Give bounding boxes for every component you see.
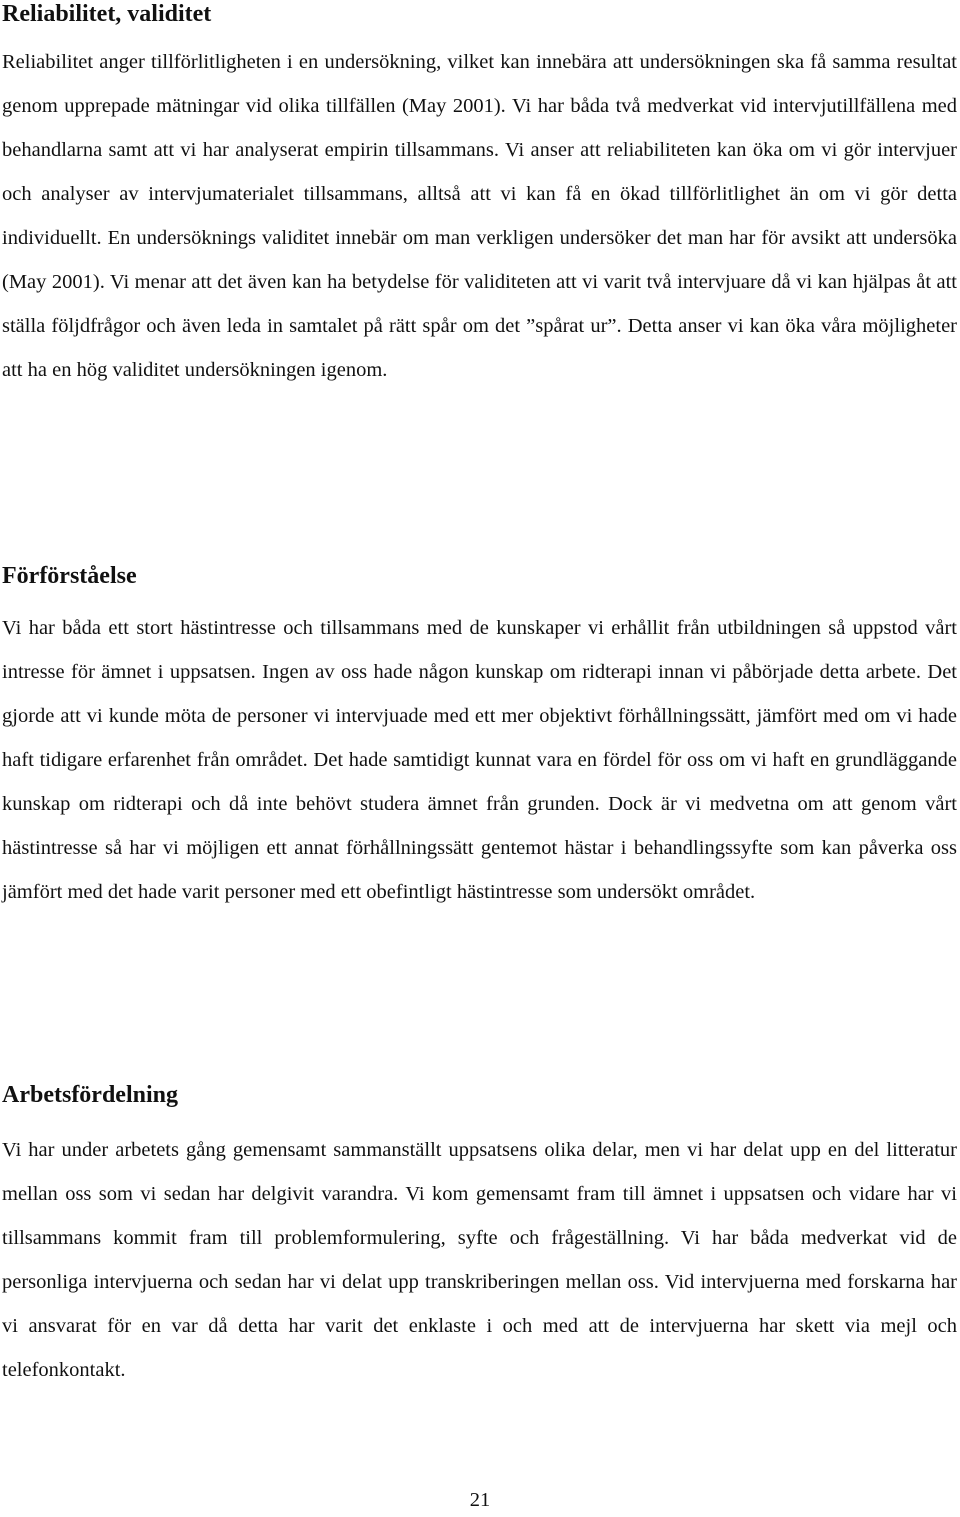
section-paragraph-reliabilitet-validitet: Reliabilitet anger tillförlitligheten i en undersökning, vilket kan innebära att undersökningen ska få samma resultat genom upprepade mätningar vid olika tillfällen (May 2001). Vi har båda två medverkat vid intervjutillfällena med behandlarna samt att vi har analyserat empirin tillsammans. Vi anser att reliabiliteten kan öka om vi gör intervjuer och analyser av intervjumaterialet tillsammans, alltså att vi kan få en ökad tillförlitlighet än om vi gör detta individuellt. En undersöknings validitet innebär om man verkligen undersöker det man har för avsikt att undersöka (May 2001). Vi menar att det även kan ha betydelse för validiteten att vi varit två intervjuare då vi kan hjälpas åt att ställa följdfrågor och även leda in samtalet på rätt spår om det ”spårat ur”. Detta anser vi kan öka våra möjligheter att ha en hög validitet undersökningen igenom. <box>2 51 957 381</box>
section-heading-arbetsfordelning: Arbetsfördelning <box>2 1082 178 1108</box>
section-heading-reliabilitet-validitet: Reliabilitet, validitet <box>2 1 212 27</box>
page-number: 21 <box>469 1489 491 1511</box>
section-paragraph-arbetsfordelning: Vi har under arbetets gång gemensamt sammanställt uppsatsens olika delar, men vi har delat upp en del litteratur mellan oss som vi sedan har delgivit varandra. Vi kom gemensamt fram till ämnet i uppsatsen och vidare har vi tillsammans kommit fram till problemformulering, syfte och frågeställning. Vi har båda medverkat vid de personliga intervjuerna och sedan har vi delat upp transkriberingen mellan oss. Vid intervjuerna med forskarna har vi ansvarat för en var då detta har varit det enklaste i och med att de intervjuerna har skett via mejl och telefonkontakt. <box>2 1139 957 1381</box>
section-paragraph-forforstaelse: Vi har båda ett stort hästintresse och tillsammans med de kunskaper vi erhållit från utbildningen så uppstod vårt intresse för ämnet i uppsatsen. Ingen av oss hade någon kunskap om ridterapi innan vi påbörjade detta arbete. Det gjorde att vi kunde möta de personer vi intervjuade med ett mer objektivt förhållningssätt, jämfört med om vi hade haft tidigare erfarenhet från området. Det hade samtidigt kunnat vara en fördel för oss om vi haft en grundläggande kunskap om ridterapi och då inte behövt studera ämnet från grunden. Dock är vi medvetna om att genom vårt hästintresse så har vi möjligen ett annat förhållningssätt gentemot hästar i behandlingssyfte som kan påverka oss jämfört med det hade varit personer med ett obefintligt hästintresse som undersökt området. <box>2 617 957 903</box>
section-heading-forforstaelse: Förförståelse <box>2 563 137 589</box>
